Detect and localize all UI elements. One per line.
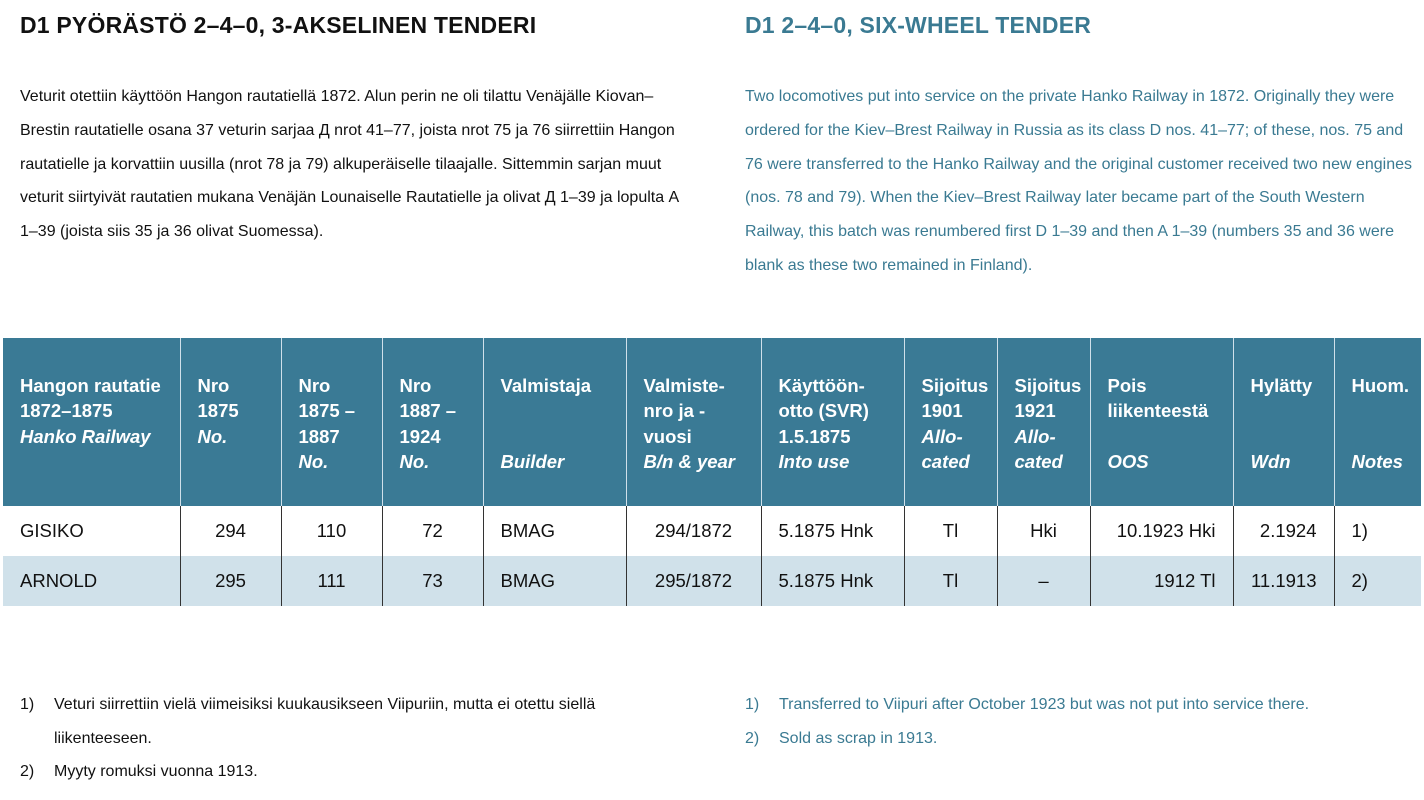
cell-allocated-1901: Tl <box>904 506 997 556</box>
footnote-text: Sold as scrap in 1913. <box>779 729 938 747</box>
cell-out-of-service: 1912 Tl <box>1090 556 1233 606</box>
cell-no-1887-1924: 72 <box>382 506 483 556</box>
header-label-fi: Valmiste-nro ja -vuosi <box>643 375 725 447</box>
cell-withdrawn: 2.1924 <box>1233 506 1334 556</box>
cell-allocated-1921: Hki <box>997 506 1090 556</box>
cell-no-1875-1887: 111 <box>281 556 382 606</box>
header-label-fi: Sijoitus 1921 <box>1014 375 1082 422</box>
header-label-fi: Hangon rautatie 1872–1875 <box>20 375 161 422</box>
header-notes <box>1334 338 1421 506</box>
footnote <box>20 755 660 789</box>
header-label-en: No. <box>298 450 329 472</box>
footnotes-finnish <box>20 688 660 789</box>
page-title-finnish: D1 PYÖRÄSTÖ 2–4–0, 3-AKSELINEN TENDERI <box>20 12 537 38</box>
locomotive-table <box>3 338 1421 606</box>
cell-no-1875-1887: 110 <box>281 506 382 556</box>
cell-allocated-1901: Tl <box>904 556 997 606</box>
table-row <box>3 556 1421 606</box>
footnote-number: 2) <box>20 763 35 780</box>
header-label-fi: Nro 1875 <box>197 375 239 422</box>
table-header-row <box>3 338 1421 506</box>
header-label-fi: Valmistaja <box>500 375 592 396</box>
cell-builder: BMAG <box>483 506 626 556</box>
footnote <box>745 688 1405 722</box>
cell-notes: 2) <box>1334 556 1421 606</box>
cell-no-1875: 295 <box>180 556 281 606</box>
intro-english: Two locomotives put into service on the private Hanko Railway in 1872. Originally they were ordered for the Kiev–Brest Railway in Russia as its class D nos. 41–77; of these, nos. 75 and 76 were transferred to the Hanko Railway and the original customer received two new engines (nos. 78 and 79). When the Kiev–Brest Railway later became part of the South Western Railway, this batch was renumbered first D 1–39 and then A 1–39 (numbers 35 and 36 were blank as these two remained in Finland). <box>745 88 1413 274</box>
header-into-use <box>761 338 904 506</box>
header-label-en: Into use <box>778 450 850 472</box>
header-label-fi: Nro 1875 –1887 <box>298 375 356 447</box>
header-allocated-1921 <box>997 338 1090 506</box>
header-label-fi: Huom. <box>1351 375 1410 396</box>
header-label-fi: Hylätty <box>1250 375 1313 396</box>
footnote-number: 2) <box>745 729 760 747</box>
header-label-en: Allo-cated <box>921 426 970 473</box>
footnote <box>745 722 1405 756</box>
cell-no-1887-1924: 73 <box>382 556 483 606</box>
header-withdrawn <box>1233 338 1334 506</box>
cell-into-use: 5.1875 Hnk <box>761 556 904 606</box>
cell-builder-number: 295/1872 <box>626 556 761 606</box>
cell-into-use: 5.1875 Hnk <box>761 506 904 556</box>
footnote <box>20 688 660 755</box>
footnote-text: Myyty romuksi vuonna 1913. <box>54 763 258 780</box>
cell-allocated-1921: – <box>997 556 1090 606</box>
cell-name: ARNOLD <box>3 556 180 606</box>
header-label-en: No. <box>197 425 228 447</box>
header-hanko-railway <box>3 338 180 506</box>
cell-name: GISIKO <box>3 506 180 556</box>
header-label-en: OOS <box>1107 451 1149 472</box>
footnote-number: 1) <box>745 696 760 713</box>
footnote-text: Transferred to Viipuri after October 1923 but was not put into service there. <box>779 696 1310 713</box>
header-label-en: Allo-cated <box>1014 426 1063 473</box>
cell-withdrawn: 11.1913 <box>1233 556 1334 606</box>
header-label-fi: Käyttöön-otto (SVR) 1.5.1875 <box>778 375 869 447</box>
header-label-fi: Sijoitus 1901 <box>921 375 989 422</box>
header-label-en: Hanko Railway <box>20 425 151 447</box>
footnotes-english <box>745 688 1405 755</box>
header-no-1887-1924 <box>382 338 483 506</box>
table-row <box>3 506 1421 556</box>
header-allocated-1901 <box>904 338 997 506</box>
header-label-en: B/n & year <box>643 450 736 472</box>
cell-no-1875: 294 <box>180 506 281 556</box>
header-label-en: Wdn <box>1250 451 1291 472</box>
cell-out-of-service: 10.1923 Hki <box>1090 506 1233 556</box>
cell-builder: BMAG <box>483 556 626 606</box>
cell-builder-number: 294/1872 <box>626 506 761 556</box>
intro-finnish: Veturit otettiin käyttöön Hangon rautatiellä 1872. Alun perin ne oli tilattu Venäjälle Kiovan–Brestin rautatielle osana 37 veturin sarjaa Д nrot 41–77, joista nrot 75 ja 76 siirrettiin Hangon rautatielle ja korvattiin uusilla (nrot 78 ja 79) alkuperäiselle tilaajalle. Sittemmin sarjan muut veturit siirtyivät rautatien mukana Venäjän Lounaiselle Rautatielle ja olivat Д 1–39 ja lopulta А 1–39 (joista siis 35 ja 36 olivat Suomessa). <box>20 88 680 241</box>
header-label-en: Notes <box>1351 451 1403 472</box>
cell-notes: 1) <box>1351 520 1368 541</box>
header-no-1875 <box>180 338 281 506</box>
header-no-1875-1887 <box>281 338 382 506</box>
header-out-of-service <box>1090 338 1233 506</box>
header-label-fi: Nro 1887 –1924 <box>399 375 457 447</box>
header-label-fi: Pois liikenteestä <box>1107 375 1209 422</box>
header-builder <box>483 338 626 506</box>
footnote-text: Veturi siirrettiin vielä viimeisiksi kuukausikseen Viipuriin, mutta ei otettu siellä liikenteeseen. <box>54 696 596 747</box>
header-builder-number <box>626 338 761 506</box>
page-title-english: D1 2–4–0, SIX-WHEEL TENDER <box>745 12 1092 38</box>
footnote-number: 1) <box>20 696 35 713</box>
header-label-en: Builder <box>500 451 565 472</box>
header-label-en: No. <box>399 450 430 472</box>
